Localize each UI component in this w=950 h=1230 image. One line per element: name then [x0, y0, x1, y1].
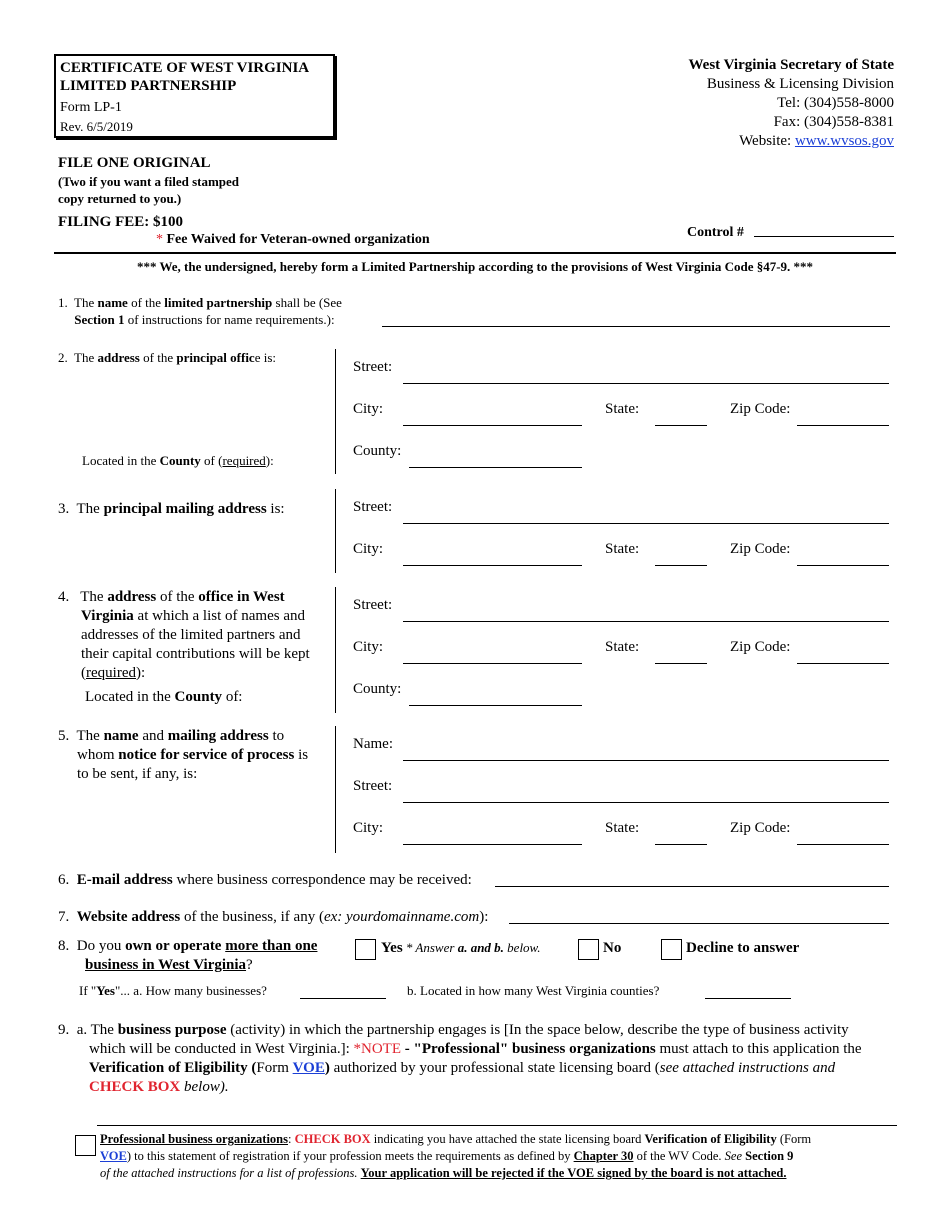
- q4-city-field[interactable]: [403, 663, 582, 664]
- pro-voe-link[interactable]: VOE: [100, 1149, 127, 1163]
- q2-county-label: Located in the County of (required):: [82, 453, 274, 468]
- q2-street-label: Street:: [353, 359, 393, 375]
- filing-note-line2: copy returned to you.): [58, 191, 182, 206]
- q5-name-label: Name:: [353, 736, 393, 752]
- q8-decline-label: Decline to answer: [686, 940, 800, 956]
- q5-street-label: Street:: [353, 778, 393, 794]
- q1-text: 1. The name of the limited partnership shall be (See Section 1 of instructions for name requirements.):: [58, 295, 342, 327]
- agency-division: Business & Licensing Division: [706, 76, 894, 92]
- q8a-count-field[interactable]: [300, 998, 386, 999]
- q2-county-field-label: County:: [353, 443, 402, 459]
- q4-county-label: Located in the County of:: [85, 689, 243, 705]
- q4-state-label: State:: [605, 639, 640, 655]
- q3-text: 3. The principal mailing address is:: [58, 501, 285, 517]
- pro-checkbox[interactable]: [75, 1135, 96, 1156]
- form-title-line1: CERTIFICATE OF WEST VIRGINIA: [60, 60, 310, 76]
- q5-zip-label: Zip Code:: [730, 820, 791, 836]
- q8-yes-label: Yes * Answer a. and b. below.: [381, 940, 541, 956]
- agency-info: [688, 56, 894, 151]
- q3-divider: [335, 489, 336, 573]
- q3-state-field[interactable]: [655, 565, 707, 566]
- q2-state-label: State:: [605, 401, 640, 417]
- q6-text: 6. E-mail address where business correspondence may be received:: [58, 872, 472, 888]
- q3-city-field[interactable]: [403, 565, 582, 566]
- q5-state-field[interactable]: [655, 844, 707, 845]
- agency-name: West Virginia Secretary of State: [688, 57, 894, 73]
- control-number-field[interactable]: [754, 236, 894, 237]
- q8b-counties-field[interactable]: [705, 998, 791, 999]
- pro-box-top-line: [97, 1125, 897, 1126]
- q3-street-label: Street:: [353, 499, 393, 515]
- q2-city-label: City:: [353, 401, 384, 417]
- q1-name-field[interactable]: [382, 326, 890, 327]
- q5-street-field[interactable]: [403, 802, 889, 803]
- q4-street-label: Street:: [353, 597, 393, 613]
- q3-city-label: City:: [353, 541, 384, 557]
- filing-fee: FILING FEE: $100: [58, 214, 184, 230]
- q2-county-field[interactable]: [409, 467, 582, 468]
- voe-link[interactable]: VOE: [292, 1060, 325, 1076]
- agency-fax: Fax: (304)558-8381: [773, 114, 894, 130]
- q8-no-label: No: [603, 940, 622, 956]
- q4-county-field[interactable]: [409, 705, 582, 706]
- q7-website-field[interactable]: [509, 923, 889, 924]
- q2-state-field[interactable]: [655, 425, 707, 426]
- form-number: Form LP-1: [60, 100, 122, 115]
- agency-tel: Tel: (304)558-8000: [777, 95, 894, 111]
- q5-city-label: City:: [353, 820, 384, 836]
- q2-zip-label: Zip Code:: [730, 401, 791, 417]
- q4-state-field[interactable]: [655, 663, 707, 664]
- header-separator: [54, 252, 896, 254]
- q9-text: 9. a. The business purpose (activity) in which the partnership engages is [In the space below, describe the type of business activity which will be conducted in West Virginia.]: *NOTE - "Professional" business organizations must attach to this application the Verification of Eligibility (Form VOE) authorized by your professional state licensing board (see attached instructions and CHECK BOX below).: [58, 1022, 862, 1095]
- q6-email-field[interactable]: [495, 886, 889, 887]
- q8-decline-checkbox[interactable]: [661, 939, 682, 960]
- q5-zip-field[interactable]: [797, 844, 889, 845]
- q3-street-field[interactable]: [403, 523, 889, 524]
- q4-divider: [335, 587, 336, 713]
- q4-street-field[interactable]: [403, 621, 889, 622]
- q3-zip-field[interactable]: [797, 565, 889, 566]
- agency-website: Website: www.wvsos.gov: [739, 133, 894, 149]
- q8b-label: b. Located in how many West Virginia counties?: [407, 983, 660, 998]
- q2-street-field[interactable]: [403, 383, 889, 384]
- filing-note-line1: (Two if you want a filed stamped: [58, 174, 240, 189]
- q2-zip-field[interactable]: [797, 425, 889, 426]
- q4-zip-label: Zip Code:: [730, 639, 791, 655]
- website-link[interactable]: www.wvsos.gov: [794, 133, 894, 149]
- q5-text: 5. The name and mailing address to whom notice for service of process is to be sent, if any, is:: [58, 728, 309, 782]
- form-title-line2: LIMITED PARTNERSHIP: [60, 78, 237, 94]
- q5-state-label: State:: [605, 820, 640, 836]
- control-number-label: Control #: [687, 225, 744, 240]
- pro-text: Professional business organizations: CHECK BOX indicating you have attached the state licensing board Verification of Eligibility (Form VOE) to this statement of registration if your profession meets the requirements as defined by Chapter 30 of the WV Code. See Section 9 of the attached instructions for a list of professions. Your application will be rejected if the VOE signed by the board is not attached.: [100, 1132, 812, 1180]
- fee-waived: * Fee Waived for Veteran-owned organization: [156, 232, 430, 247]
- intro-statement: *** We, the undersigned, hereby form a Limited Partnership according to the provisions of West Virginia Code §47-9. ***: [136, 259, 814, 274]
- q2-city-field[interactable]: [403, 425, 582, 426]
- q5-name-field[interactable]: [403, 760, 889, 761]
- form-revision: Rev. 6/5/2019: [60, 119, 133, 134]
- q4-zip-field[interactable]: [797, 663, 889, 664]
- q8-yes-checkbox[interactable]: [355, 939, 376, 960]
- q4-county-field-label: County:: [353, 681, 402, 697]
- q2-text: 2. The address of the principal office is:: [58, 350, 277, 365]
- q8-text: 8. Do you own or operate more than one business in West Virginia?: [58, 938, 318, 973]
- q3-zip-label: Zip Code:: [730, 541, 791, 557]
- q4-text: 4. The address of the office in West Virginia at which a list of names and addresses of the limited partners and their capital contributions will be kept (required):: [58, 589, 310, 681]
- q2-divider: [335, 349, 336, 474]
- q4-city-label: City:: [353, 639, 384, 655]
- q8-no-checkbox[interactable]: [578, 939, 599, 960]
- q5-city-field[interactable]: [403, 844, 582, 845]
- file-one-original: FILE ONE ORIGINAL: [58, 155, 211, 171]
- q5-divider: [335, 726, 336, 853]
- q8a-label: If "Yes"... a. How many businesses?: [79, 983, 267, 998]
- q3-state-label: State:: [605, 541, 640, 557]
- q7-text: 7. Website address of the business, if any (ex: yourdomainname.com):: [58, 909, 489, 925]
